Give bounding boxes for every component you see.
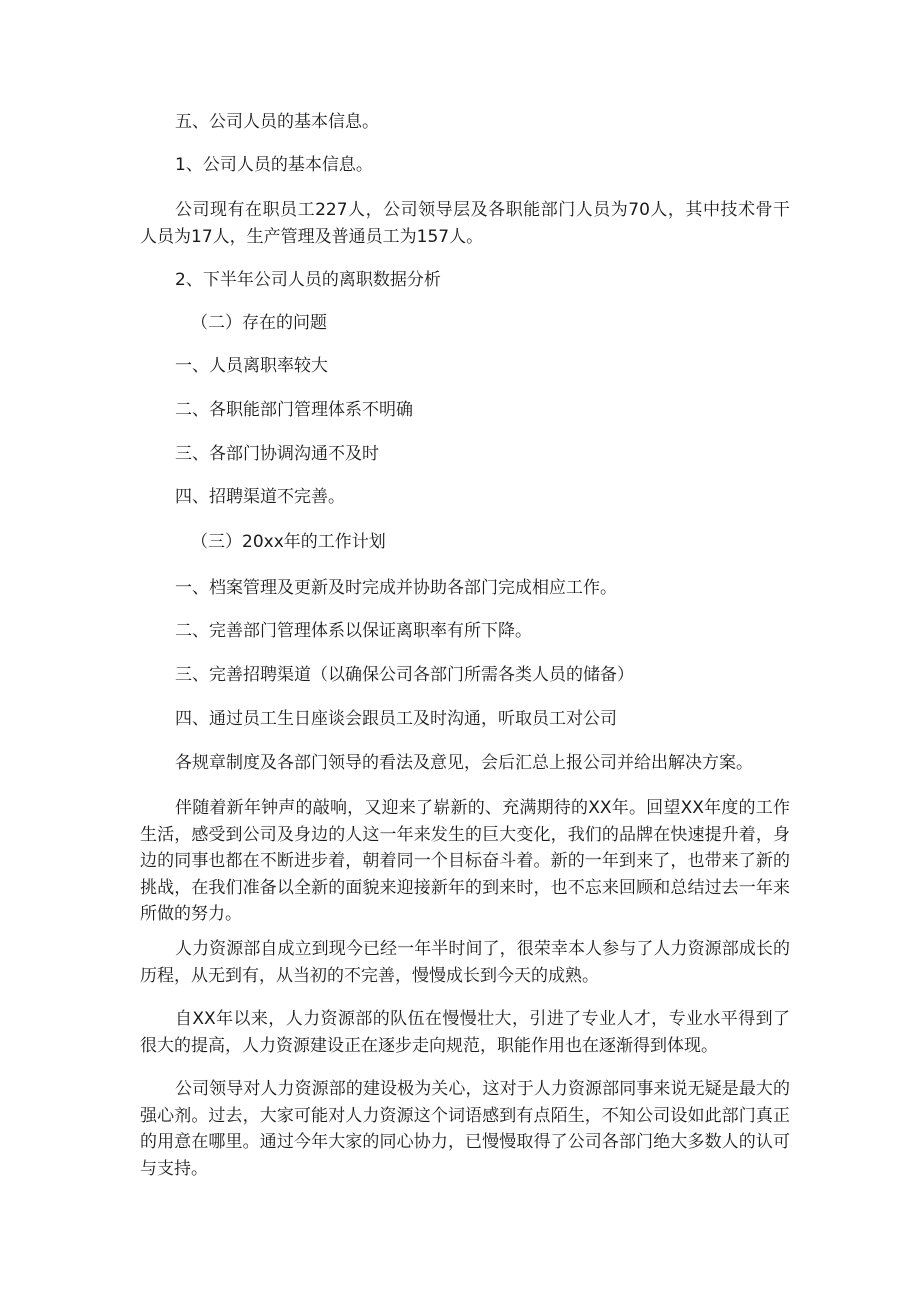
- problem-item: 三、各部门协调沟通不及时: [175, 444, 379, 464]
- body-paragraph: 伴随着新年钟声的敲响，又迎来了崭新的、充满期待的XX年。回望XX年度的工作生活，感受到公司及身边的人这一年来发生的巨大变化，我们的品牌在快速提升着，身边的同事也都在不断进步着，朝着同一个目标奋斗着。新的一年到来了，也带来了新的挑战，在我们准备以全新的面貌来迎接新年的到来时，也不忘来回顾和总结过去一年来所做的努力。: [140, 798, 790, 924]
- body-paragraph: 人力资源部自成立到现今已经一年半时间了，很荣幸本人参与了人力资源部成长的历程，从无到有，从当初的不完善，慢慢成长到今天的成熟。: [140, 939, 790, 986]
- section-heading-basic-info: 五、公司人员的基本信息。: [175, 112, 379, 132]
- problems-heading: （二）存在的问题: [191, 313, 327, 333]
- problem-item: 二、各职能部门管理体系不明确: [175, 400, 413, 420]
- problem-item: 一、人员离职率较大: [175, 356, 328, 376]
- subsection-heading-basic-info: 1、公司人员的基本信息。: [175, 155, 373, 175]
- plan-item: 二、完善部门管理体系以保证离职率有所下降。: [175, 621, 532, 641]
- plan-heading: （三）20xx年的工作计划: [191, 532, 386, 552]
- analysis-heading: 2、下半年公司人员的离职数据分析: [175, 270, 441, 290]
- plan-item-continuation: 各规章制度及各部门领导的看法及意见，会后汇总上报公司并给出解决方案。: [175, 753, 753, 773]
- staff-paragraph: 公司现有在职员工227人，公司领导层及各职能部门人员为70人，其中技术骨干人员为17人，生产管理及普通员工为157人。: [140, 200, 790, 247]
- problem-item: 四、招聘渠道不完善。: [175, 487, 345, 507]
- plan-item: 一、档案管理及更新及时完成并协助各部门完成相应工作。: [175, 578, 617, 598]
- plan-item: 四、通过员工生日座谈会跟员工及时沟通，听取员工对公司: [175, 709, 617, 729]
- plan-item: 三、完善招聘渠道（以确保公司各部门所需各类人员的储备）: [175, 665, 634, 685]
- body-paragraph: 公司领导对人力资源部的建设极为关心，这对于人力资源部同事来说无疑是最大的强心剂。过去，大家可能对人力资源这个词语感到有点陌生，不知公司设如此部门真正的用意在哪里。通过今年大家的同心协力，已慢慢取得了公司各部门绝大多数人的认可与支持。: [140, 1079, 790, 1179]
- body-paragraph: 自XX年以来，人力资源部的队伍在慢慢壮大，引进了专业人才，专业水平得到了很大的提高，人力资源建设正在逐步走向规范，职能作用也在逐渐得到体现。: [140, 1009, 790, 1056]
